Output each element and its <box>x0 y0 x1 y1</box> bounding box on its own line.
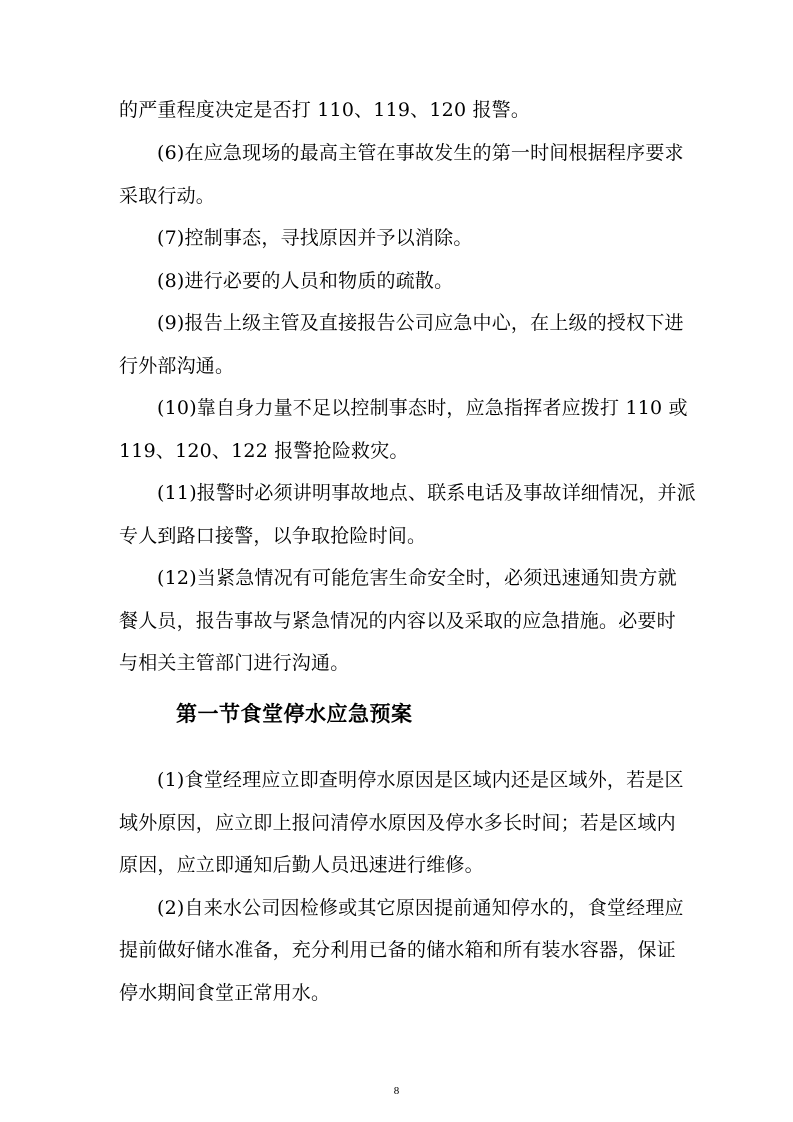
section-paragraph-line: 提前做好储水准备，充分利用已备的储水箱和所有装水容器，保证 <box>119 939 676 961</box>
paragraph-line: 餐人员，报告事故与紧急情况的内容以及采取的应急措施。必要时 <box>119 610 676 632</box>
paragraph-line: 采取行动。 <box>119 185 216 207</box>
section-paragraph-line: 停水期间食堂正常用水。 <box>119 982 331 1004</box>
section-paragraph-line: (1)食堂经理应立即查明停水原因是区域内还是区域外，若是区 <box>157 769 684 791</box>
paragraph-line: (10)靠自身力量不足以控制事态时，应急指挥者应拨打 110 或 <box>157 397 688 419</box>
paragraph-line: 专人到路口接警，以争取抢险时间。 <box>119 525 427 547</box>
paragraph-line: 与相关主管部门进行沟通。 <box>119 652 350 674</box>
paragraph-line: 的严重程度决定是否打 110、119、120 报警。 <box>119 99 531 121</box>
paragraph-line: (12)当紧急情况有可能危害生命安全时，必须迅速通知贵方就 <box>157 567 677 589</box>
paragraph-line: (9)报告上级主管及直接报告公司应急中心，在上级的授权下进 <box>157 312 684 334</box>
section-paragraph-line: 原因，应立即通知后勤人员迅速进行维修。 <box>119 854 484 876</box>
paragraph-line: (7)控制事态，寻找原因并予以消除。 <box>157 227 473 249</box>
paragraph-line: (6)在应急现场的最高主管在事故发生的第一时间根据程序要求 <box>157 142 684 164</box>
section-heading: 第一节食堂停水应急预案 <box>176 702 413 726</box>
section-paragraph-line: 域外原因，应立即上报问清停水原因及停水多长时间；若是区域内 <box>119 812 676 834</box>
section-paragraph-line: (2)自来水公司因检修或其它原因提前通知停水的，食堂经理应 <box>157 897 684 919</box>
page-number: 8 <box>393 1085 400 1097</box>
paragraph-line: (8)进行必要的人员和物质的疏散。 <box>157 270 454 292</box>
paragraph-line: 行外部沟通。 <box>119 355 235 377</box>
paragraph-line: 119、120、122 报警抢险救灾。 <box>119 440 409 462</box>
paragraph-line: (11)报警时必须讲明事故地点、联系电话及事故详细情况，并派 <box>157 482 697 504</box>
